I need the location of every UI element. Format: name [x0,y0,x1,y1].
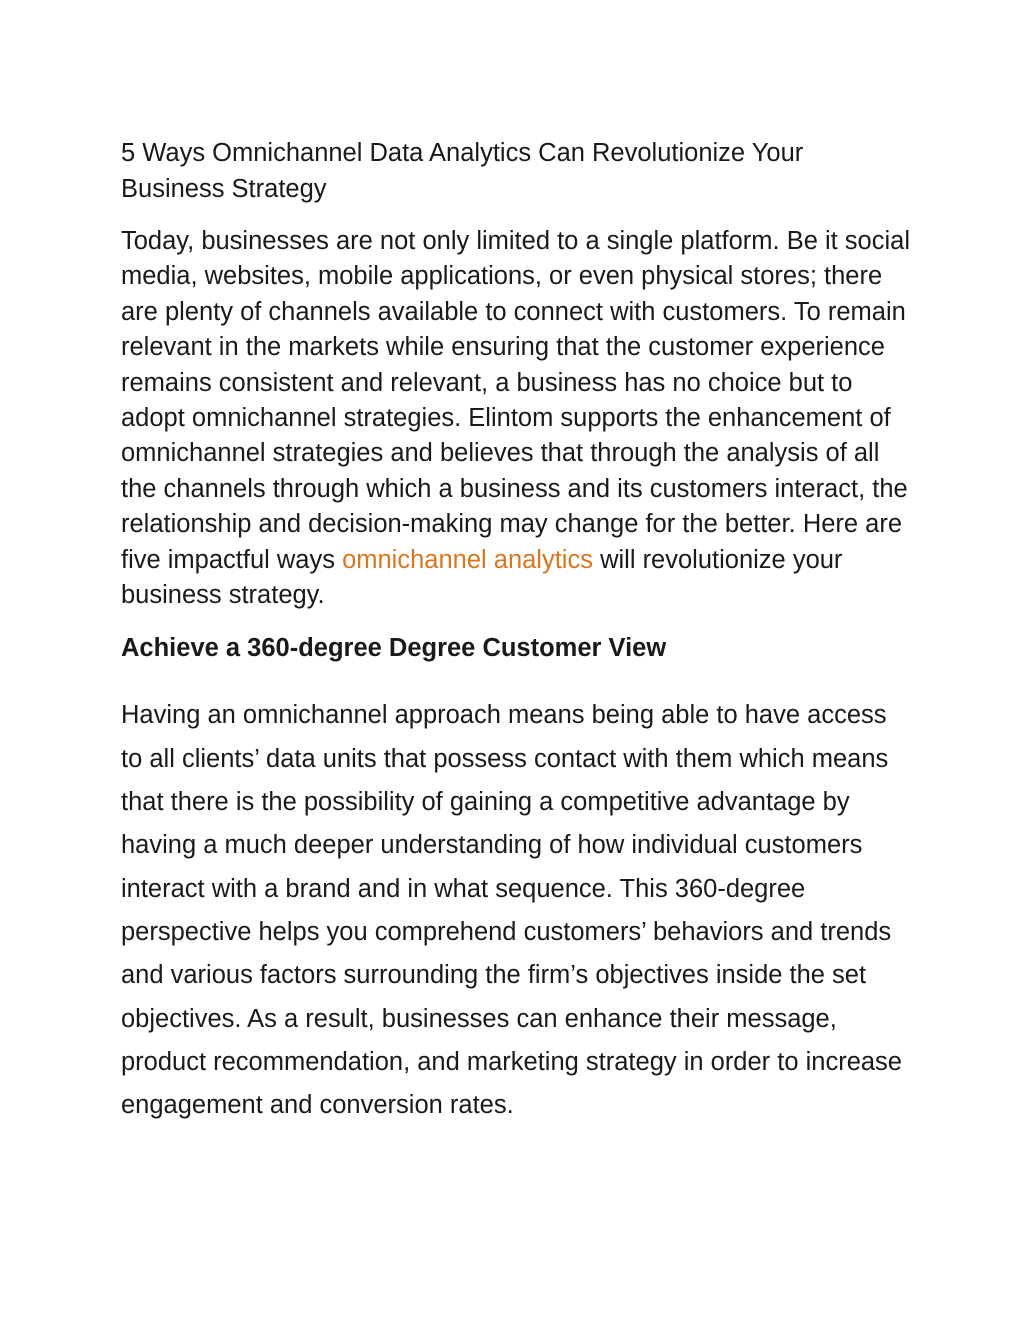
section-heading: Achieve a 360-degree Degree Customer View [121,634,667,663]
document-page [121,136,911,1127]
section-body-paragraph: Having an omnichannel approach means being able to have access to all clients’ data units that possess contact with them which means that there is the possibility of gaining a competitive advantage by having a much deeper understanding of how individual customers interact with a brand and in what sequence. This 360-degree perspective helps you comprehend customers’ behaviors and trends and various factors surrounding the firm’s objectives inside the set objectives. As a result, businesses can enhance their message, product recommendation, and marketing strategy in order to increase engagement and conversion rates. [121,701,902,1120]
intro-paragraph [121,224,911,613]
intro-text-before-link: Today, businesses are not only limited to a single platform. Be it social media, websites, mobile applications, or even physical stores; there are plenty of channels available to connect with customers. To remain relevant in the markets while ensuring that the customer experience remains consistent and relevant, a business has no choice but to adopt omnichannel strategies. Elintom supports the enhancement of omnichannel strategies and believes that through the analysis of all the channels through which a business and its customers interact, the relationship and decision-making may change for the better. Here are five impactful ways [121,227,911,574]
intro-text-after-link: will revolutionize your business strategy. [121,545,843,610]
document-title: 5 Ways Omnichannel Data Analytics Can Revolutionize Your Business Strategy [121,139,804,203]
omnichannel-analytics-link[interactable]: omnichannel analytics [342,545,593,574]
